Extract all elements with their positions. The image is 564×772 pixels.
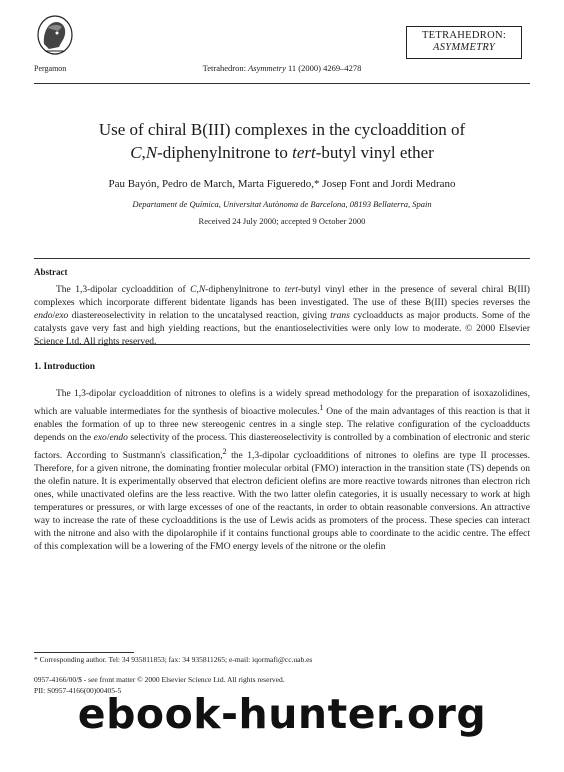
abstract-top-rule (34, 258, 530, 259)
abstract-bottom-rule (34, 344, 530, 345)
journal-title-box (406, 26, 522, 59)
abstract-text: The 1,3-dipolar cycloaddition of C,N-diphenylnitrone to tert-butyl vinyl ether in the presence of several chiral B(III) complexes which incorporate different bidentate ligands has been investigated. The use of these B(III) species reverses the endo/exo diastereoselectivity in relation to the uncatalysed reaction, giving trans cycloadducts as major products. Some of the catalysts gave very fast and high yielding reactions, but the enantioselectivities were only low to moderate. © 2000 Elsevier Science Ltd. All rights reserved. (34, 285, 530, 347)
journal-title-line1: TETRAHEDRON: (421, 30, 507, 41)
section-heading-introduction: 1. Introduction (34, 362, 96, 372)
copyright-line: 0957-4166/00/$ - see front matter © 2000 Elsevier Science Ltd. All rights reserved. (34, 675, 285, 684)
footnote-rule (34, 652, 134, 653)
header-rule (34, 83, 530, 84)
pii-line: PII: S0957-4166(00)00405-5 (34, 686, 122, 695)
introduction-text: The 1,3-dipolar cycloaddition of nitrones to olefins is a widely spread methodology for the preparation of isoxazolidines, which are valuable intermediates for the synthesis of bioactive molecules.$^1$ One of the main advantages of this reaction is that it enables the formation of up to three new stereogenic centres in a single step. The relative configuration of the cycloadducts depends on the exo/endo selectivity of the process. This diastereoselectivity is controlled by a combination of electronic and steric factors. According to Sustmann's classification,$^2$ the 1,3-dipolar cycloadditions of nitrones to olefins are type II processes. Therefore, for a given nitrone, the dominating frontier molecular orbital (FMO) interaction in the transition state (TS) depends on the olefin nature. It is experimentally observed that electron deficient olefins are more reactive towards nitrones than electron rich ones, while unactivated olefins are the less reactive. With the two latter olefin categories, it is usually necessary to work at high temperatures or pressures, or with large excesses of one of the reactants, in order to obtain reasonable conversions. An attractive way to increase the rate of these cycloadditions is the use of Lewis acids as promoters of the process. These species can interact with the nitrone and also with the dipolarophile if it contains functional groups able to coordinate to the acidic centre. The effect of this complexation will be a lowering of the FMO energy levels of the nitrone or the olefin (34, 389, 530, 553)
journal-title-line2: ASYMMETRY (432, 42, 495, 53)
author-list: Pau Bayón, Pedro de March, Marta Figueredo,* Josep Font and Jordi Medrano (108, 178, 456, 190)
watermark: ebook-hunter.org (77, 690, 487, 738)
received-dates: Received 24 July 2000; accepted 9 October 2000 (198, 216, 366, 226)
article-title-line2: C,N-diphenylnitrone to tert-butyl vinyl ether (130, 143, 434, 162)
abstract-heading: Abstract (34, 267, 68, 277)
publisher-logo (35, 14, 75, 60)
article-title-line1: Use of chiral B(III) complexes in the cycloaddition of (98, 120, 466, 139)
affiliation: Departament de Química, Universitat Autònoma de Barcelona, 08193 Bellaterra, Spain (132, 199, 432, 209)
publisher-name: Pergamon (34, 64, 67, 73)
journal-citation: Tetrahedron: Asymmetry 11 (2000) 4269–4278 (202, 63, 362, 73)
corresponding-author-note: * Corresponding author. Tel: 34 935811853; fax: 34 935811265; e-mail: iqormafi@cc.uab.es (34, 655, 313, 664)
